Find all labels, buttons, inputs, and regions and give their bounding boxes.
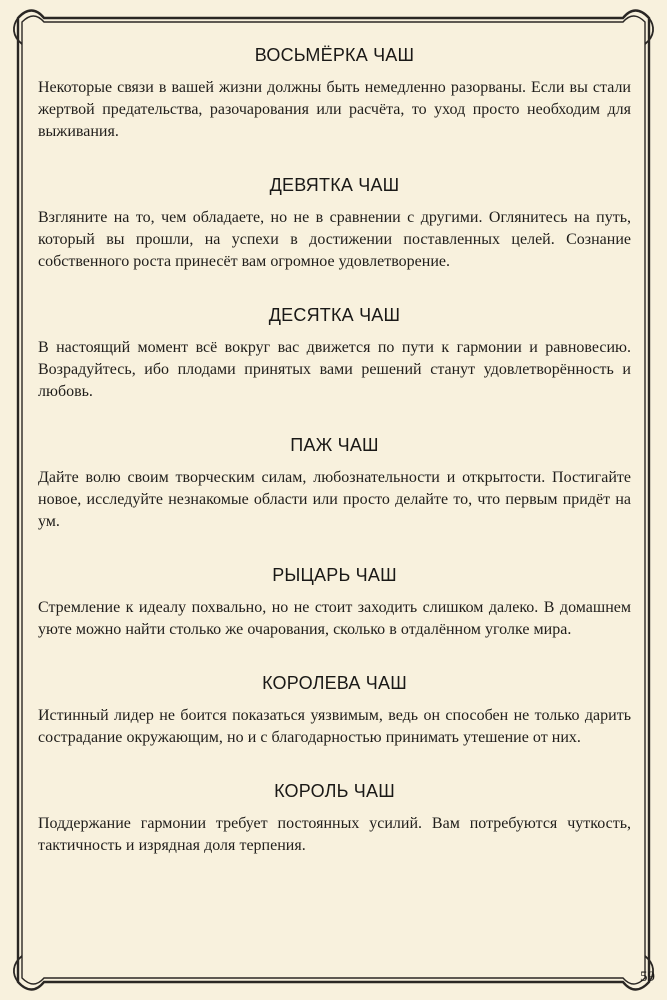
card-description: Истинный лидер не боится показаться уязвимым, ведь он способен не только дарить сострадание окружающим, но и с благодарностью принимать утешение от них. <box>38 707 631 746</box>
card-title: ДЕСЯТКА ЧАШ <box>268 305 401 325</box>
card-nine-of-cups <box>38 168 631 273</box>
card-queen-of-cups <box>38 666 631 749</box>
card-page-of-cups <box>38 428 631 533</box>
card-description: Взгляните на то, чем обладаете, но не в сравнении с другими. Оглянитесь на путь, который вы прошли, на успехи в достижении поставленных целей. Сознание собственного роста принесёт вам огромное удовлетворение. <box>38 209 631 270</box>
card-eight-of-cups <box>38 38 631 143</box>
card-title: ПАЖ ЧАШ <box>290 435 379 455</box>
card-title: РЫЦАРЬ ЧАШ <box>272 565 397 585</box>
card-king-of-cups <box>38 774 631 857</box>
card-description: Поддержание гармонии требует постоянных усилий. Вам потребуются чуткость, тактичность и изрядная доля терпения. <box>38 815 631 854</box>
card-title: ДЕВЯТКА ЧАШ <box>269 175 400 195</box>
tarot-cups-meanings <box>38 38 631 882</box>
card-description: В настоящий момент всё вокруг вас движется по пути к гармонии и равновесию. Возрадуйтесь, ибо плодами принятых вами решений станут удовлетворённость и любовь. <box>38 339 631 400</box>
card-title: ВОСЬМЁРКА ЧАШ <box>254 45 415 65</box>
card-title: КОРОЛЬ ЧАШ <box>274 781 395 801</box>
card-ten-of-cups <box>38 298 631 403</box>
card-description: Некоторые связи в вашей жизни должны быть немедленно разорваны. Если вы стали жертвой предательства, разочарования или расчёта, то уход просто необходим для выживания. <box>38 79 631 140</box>
page-number: 59 <box>640 969 655 985</box>
card-description: Дайте волю своим творческим силам, любознательности и открытости. Постигайте новое, исследуйте незнакомые области или просто делайте то, что первым придёт на ум. <box>38 469 631 530</box>
card-description: Стремление к идеалу похвально, но не стоит заходить слишком далеко. В домашнем уюте можно найти столько же очарования, сколько в отдалённом уголке мира. <box>38 599 631 638</box>
card-title: КОРОЛЕВА ЧАШ <box>262 673 407 693</box>
card-knight-of-cups <box>38 558 631 641</box>
